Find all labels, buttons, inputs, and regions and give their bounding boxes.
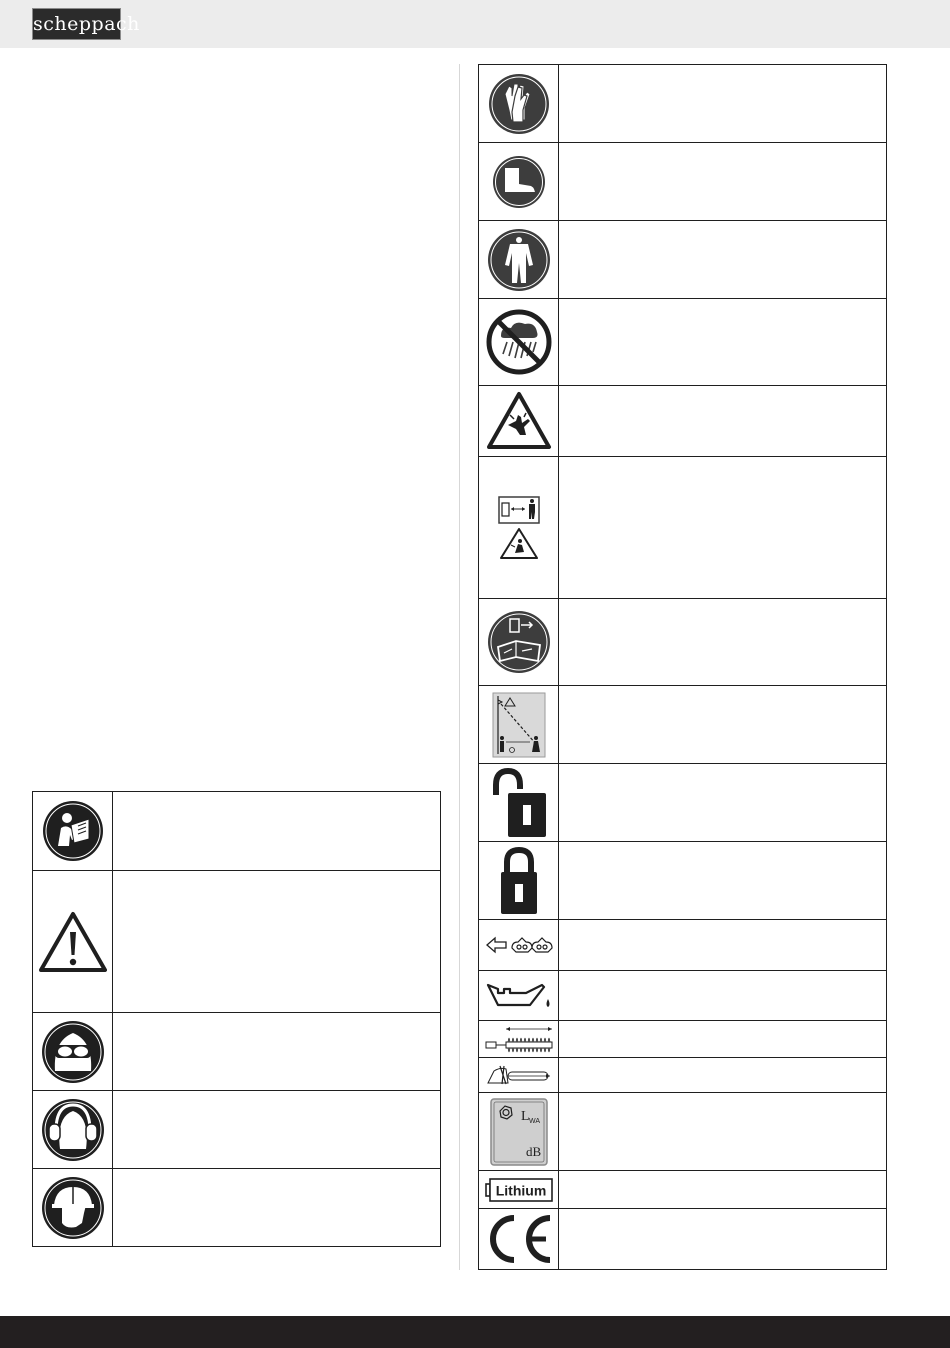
disconnect-power-icon bbox=[486, 609, 552, 675]
table-row bbox=[33, 1091, 441, 1169]
icon-cell bbox=[33, 1013, 113, 1091]
table-row bbox=[479, 299, 887, 386]
noise-label-unit: dB bbox=[525, 1143, 541, 1159]
table-row bbox=[479, 764, 887, 842]
power-line-distance-icon bbox=[492, 692, 546, 758]
page-header bbox=[0, 0, 950, 48]
table-row bbox=[33, 1169, 441, 1247]
table-row bbox=[33, 792, 441, 871]
table-row bbox=[479, 143, 887, 221]
lithium-battery-icon bbox=[484, 1177, 554, 1203]
read-manual-icon bbox=[41, 799, 105, 863]
eye-protection-icon bbox=[40, 1019, 106, 1085]
table-row bbox=[479, 971, 887, 1021]
description-cell bbox=[559, 386, 887, 457]
chain-direction-icon bbox=[484, 930, 554, 960]
description-cell bbox=[113, 1091, 441, 1169]
icon-cell bbox=[479, 599, 559, 686]
description-cell bbox=[559, 1093, 887, 1171]
icon-cell bbox=[479, 1021, 559, 1058]
table-row bbox=[479, 1171, 887, 1209]
table-row bbox=[479, 386, 887, 457]
description-cell bbox=[559, 65, 887, 143]
description-cell bbox=[559, 686, 887, 764]
table-row bbox=[33, 871, 441, 1013]
description-cell bbox=[559, 764, 887, 842]
unlock-icon bbox=[488, 767, 550, 839]
head-protection-icon bbox=[40, 1175, 106, 1241]
description-cell bbox=[559, 457, 887, 599]
description-cell bbox=[559, 842, 887, 920]
no-rain-icon bbox=[485, 308, 553, 376]
icon-cell bbox=[479, 971, 559, 1021]
icon-cell bbox=[479, 1209, 559, 1270]
description-cell bbox=[559, 1058, 887, 1093]
table-row bbox=[479, 1209, 887, 1270]
description-cell bbox=[559, 1171, 887, 1209]
page-footer bbox=[0, 1316, 950, 1348]
icon-cell bbox=[479, 1058, 559, 1093]
cutting-length-icon bbox=[484, 1024, 554, 1054]
icon-cell bbox=[33, 1169, 113, 1247]
icon-cell bbox=[479, 764, 559, 842]
description-cell bbox=[559, 143, 887, 221]
description-cell bbox=[559, 971, 887, 1021]
noise-label-main: L bbox=[520, 1108, 530, 1124]
table-row bbox=[479, 457, 887, 599]
icon-cell bbox=[479, 143, 559, 221]
cut-hazard-icon bbox=[486, 391, 552, 451]
warning-triangle-icon bbox=[39, 911, 107, 973]
safety-distance-icon bbox=[497, 495, 541, 561]
battery-label: Lithium bbox=[495, 1182, 546, 1198]
icon-cell bbox=[479, 920, 559, 971]
table-row bbox=[479, 599, 887, 686]
icon-cell bbox=[33, 792, 113, 871]
description-cell bbox=[559, 920, 887, 971]
description-cell bbox=[559, 1209, 887, 1270]
symbols-table-left bbox=[32, 791, 441, 1247]
description-cell bbox=[559, 221, 887, 299]
description-cell bbox=[559, 1021, 887, 1058]
table-row bbox=[479, 221, 887, 299]
description-cell bbox=[559, 299, 887, 386]
icon-cell bbox=[479, 1171, 559, 1209]
symbols-table-right bbox=[478, 64, 887, 1270]
protective-gloves-icon bbox=[487, 72, 551, 136]
icon-cell bbox=[479, 65, 559, 143]
oil-can-icon bbox=[484, 979, 554, 1013]
table-row bbox=[479, 1021, 887, 1058]
safety-boots-icon bbox=[491, 154, 547, 210]
table-row bbox=[479, 65, 887, 143]
column-divider bbox=[459, 64, 460, 1270]
icon-cell bbox=[479, 299, 559, 386]
description-cell bbox=[113, 871, 441, 1013]
table-row bbox=[33, 1013, 441, 1091]
lock-icon bbox=[499, 846, 539, 916]
icon-cell bbox=[479, 686, 559, 764]
table-row bbox=[479, 920, 887, 971]
description-cell bbox=[113, 792, 441, 871]
icon-cell bbox=[33, 1091, 113, 1169]
icon-cell bbox=[479, 1093, 559, 1171]
table-row bbox=[479, 686, 887, 764]
icon-cell bbox=[479, 842, 559, 920]
table-row bbox=[479, 842, 887, 920]
noise-label-sub: WA bbox=[528, 1117, 540, 1125]
sound-power-icon bbox=[490, 1098, 548, 1166]
icon-cell bbox=[479, 386, 559, 457]
scheppach-logo: scheppach bbox=[32, 8, 121, 40]
protective-clothing-icon bbox=[486, 227, 552, 293]
table-row bbox=[479, 1058, 887, 1093]
description-cell bbox=[113, 1013, 441, 1091]
icon-cell bbox=[479, 457, 559, 599]
table-row bbox=[479, 1093, 887, 1171]
description-cell bbox=[559, 599, 887, 686]
icon-cell bbox=[479, 221, 559, 299]
ear-protection-icon bbox=[40, 1097, 106, 1163]
icon-cell bbox=[33, 871, 113, 1013]
ce-mark-icon bbox=[484, 1212, 554, 1266]
cutting-diameter-icon bbox=[484, 1063, 554, 1087]
description-cell bbox=[113, 1169, 441, 1247]
